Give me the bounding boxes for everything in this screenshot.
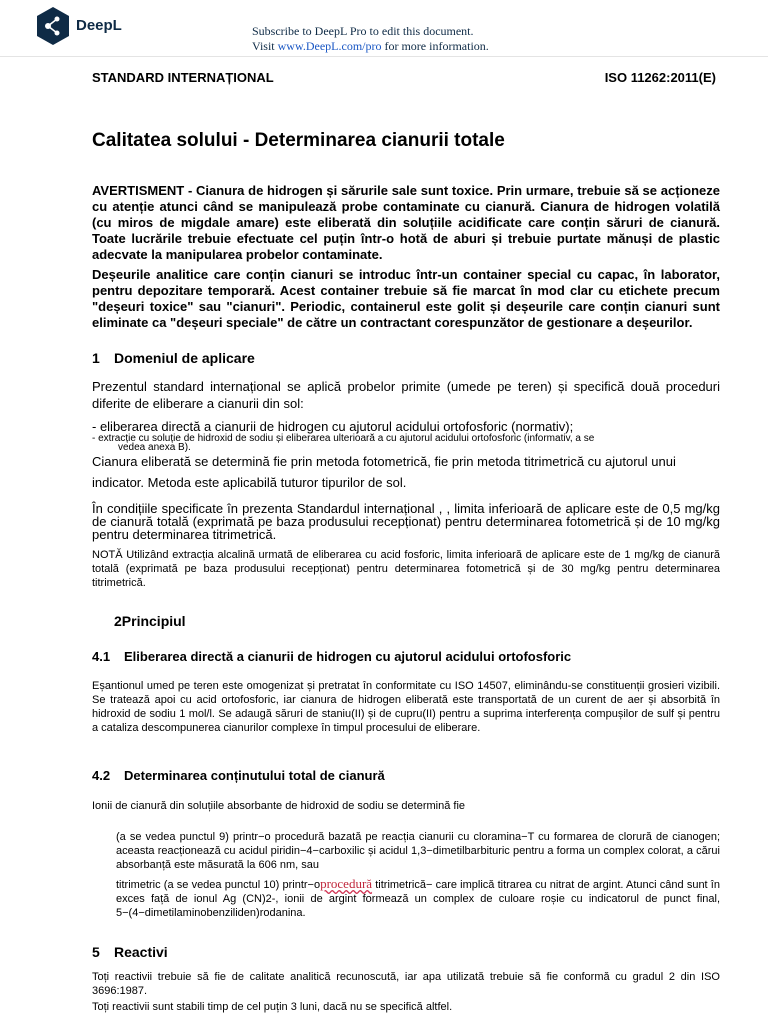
warning-paragraph: AVERTISMENT - Cianura de hidrogen și sărurile sale sunt toxice. Prin urmare, trebuie să se acționeze cu atenție atunci când se manipulează probe contaminate cu cianură. Cianura de hidrogen volatilă (cu miros de migdale amare) este eliberată din soluțiile acidificate care conțin săruri de cianură. Toate lucrările trebuie efectuate cel puțin într-o hotă de aburi și trebuie purtate mănuși de plastic adecvate la manipularea probelor contaminate. — [92, 183, 720, 262]
reagents-paragraph-2: Toți reactivii sunt stabili timp de cel puțin 3 luni, dacă nu se specifică altfel. — [92, 1001, 453, 1013]
method-b-paragraph — [116, 877, 720, 920]
waste-paragraph: Deșeurile analitice care conțin cianuri se introduc într-un container special cu capac, în laborator, pentru depozitare temporară. Acest container trebuie să fie marcat în mod clar cu etichete precum "deșeuri toxice" sau "cianuri". Periodic, containerul este golit și deșeurile care conțin cianuri sunt eliminate ca "deșeuri speciale" de către un contractant corespunzător de gestionare a deșeurilor. — [92, 267, 720, 330]
section-4-2-intro: Ionii de cianură din soluțiile absorbante de hidroxid de sodiu se determină fie — [92, 800, 466, 812]
section-4-2-title: Determinarea conținutului total de cianură — [124, 768, 385, 783]
visit-tail: for more information. — [381, 39, 489, 53]
subscribe-banner — [252, 24, 489, 54]
deepl-logo-icon — [35, 6, 71, 46]
visit-text: Visit — [252, 39, 278, 53]
section-5-title: Reactivi — [114, 944, 168, 960]
document-title: Calitatea solului - Determinarea cianurii totale — [92, 130, 505, 151]
scope-bullet-2-continued: vedea anexa B). — [118, 442, 191, 453]
deepl-pro-link[interactable]: www.DeepL.com/pro — [277, 39, 382, 53]
iso-code: ISO 11262:2011(E) — [604, 70, 716, 85]
method-b-pre: titrimetric (a se vedea punctul 10) printr−o — [116, 879, 321, 891]
section-1-number: 1 — [92, 350, 100, 366]
section-5-number: 5 — [92, 944, 100, 960]
section-4-1-number: 4.1 — [92, 649, 111, 664]
reagents-paragraph-1: Toți reactivii trebuie să fie de calitate analitică recunoscută, iar apa utilizată trebuie să fie conformă cu gradul 2 din ISO 3696:1987. — [92, 971, 720, 997]
note-paragraph: NOTĂ Utilizând extracția alcalină urmată de eliberarea cu acid fosforic, limita inferioară de aplicare este de 1 mg/kg de cianură totală (exprimată pe baza produsului recepționat) pentru determinarea fotometrică și de 30 mg/kg pentru determinarea titrimetrică. — [92, 549, 720, 589]
header-divider — [0, 56, 768, 57]
section-4-1-paragraph: Eșantionul umed pe teren este omogenizat și pretratat în conformitate cu ISO 14507, eliminându-se constituenții grosieri vizibili. Se tratează apoi cu acid ortofosforic, iar cianura de hidrogen eliberată este transportată de un curent de aer și absorbită în hidroxid de sodiu 1 mol/l. Se adaugă săruri de staniu(II) și de cupru(II) pentru a suprima interferența compușilor de sulf și pentru a cataliza descompunerea cianurilor complexe în timpul procesului de eliberare. — [92, 680, 720, 734]
subscribe-line: Subscribe to DeepL Pro to edit this document. — [252, 24, 474, 38]
highlighted-term: procedură — [320, 876, 373, 891]
section-1-title: Domeniul de aplicare — [114, 350, 255, 366]
scope-limits-paragraph: În condițiile specificate în prezenta Standardul internațional , , limita inferioară de aplicare este de 0,5 mg/kg de cianură totală (exprimată pe baza produsului recepționat) pentru determinarea fotometrică și de 10 mg/kg pentru determinarea titrimetrică. — [92, 501, 720, 542]
scope-bullet-2: - extracție cu soluție de hidroxid de sodiu și eliberarea ulterioară a cu ajutorul acidului ortofosforic (informativ, a se — [92, 433, 595, 444]
section-2-title: 2Principiul — [114, 613, 186, 629]
brand-name: DeepL — [76, 17, 122, 34]
scope-paragraph: Prezentul standard internațional se aplică probelor primite (umede pe teren) și specifică două proceduri diferite de eliberare a cianurii din sol: — [92, 379, 720, 411]
scope-method-line-1: Cianura eliberată se determină fie prin metoda fotometrică, fie prin metoda titrimetrică cu ajutorul unui — [92, 454, 676, 469]
method-a-paragraph: (a se vedea punctul 9) printr−o procedură bazată pe reacția cianurii cu cloramina−T cu formarea de clorură de cianogen; aceasta reacționează cu acidul piridin−4−carboxilic și acidul 1,3−dimetilbarbituric pentru a forma un complex colorat, a cărui absorbanță este măsurată la 606 nm, sau — [116, 831, 720, 871]
standard-label: STANDARD INTERNAȚIONAL — [92, 70, 274, 85]
scope-bullet-1: - eliberarea directă a cianurii de hidrogen cu ajutorul acidului ortofosforic (normativ); — [92, 419, 574, 434]
section-4-1-title: Eliberarea directă a cianurii de hidrogen cu ajutorul acidului ortofosforic — [124, 649, 572, 664]
section-4-2-number: 4.2 — [92, 768, 111, 783]
scope-method-line-2: indicator. Metoda este aplicabilă tuturor tipurilor de sol. — [92, 475, 407, 490]
method-b-post: titrimetrică− care implică titrarea cu nitrat de argint. Atunci când sunt în exces față de ionul Ag (CN)2-, ionii de argint formează un complex de culoare roșie cu indicatorul de punct final, 5−(4−dimetilaminobenziliden)rodanina. — [116, 879, 720, 919]
